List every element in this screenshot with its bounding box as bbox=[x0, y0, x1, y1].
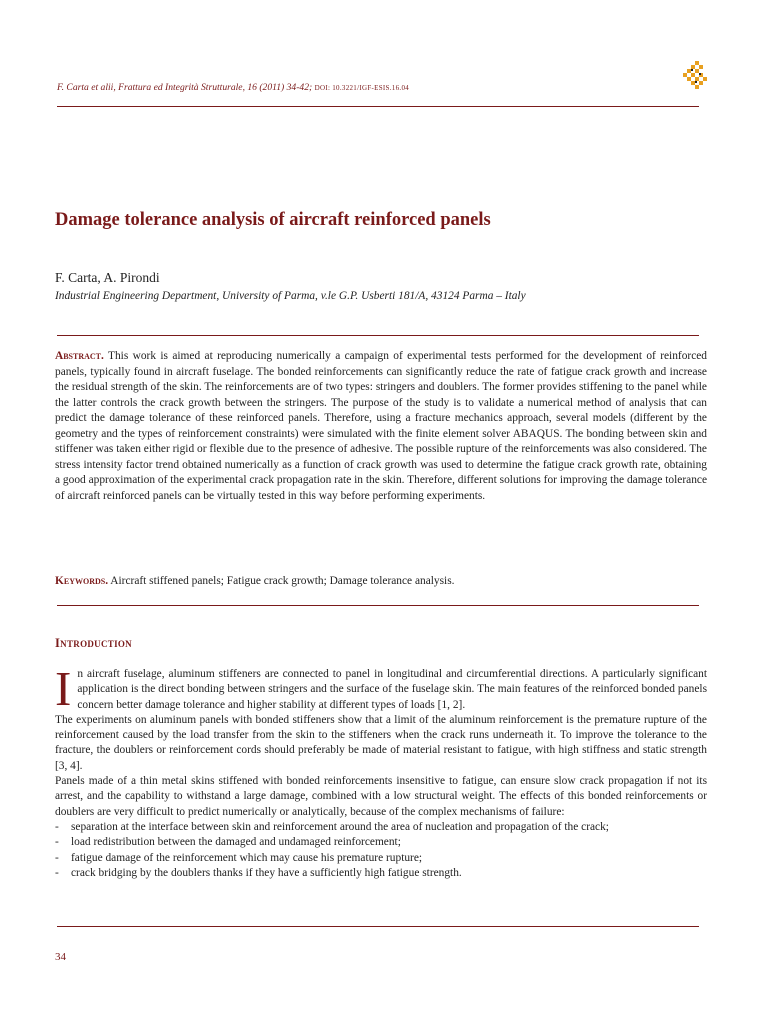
paragraph-text: n aircraft fuselage, aluminum stiffeners are connected to panel in longitudinal and circumferential directions. A particularly significant application is the direct bonding between stringers and the surface of the fuselage skin. The main features of the reinforced bonded panels concern better damage tolerance and higher stability at different types of loads [1, 2]. bbox=[77, 668, 707, 711]
abstract bbox=[55, 349, 707, 504]
list-item-text: separation at the interface between skin and reinforcement around the area of nucleation and propagation of the crack; bbox=[71, 820, 609, 833]
keywords-text: Aircraft stiffened panels; Fatigue crack growth; Damage tolerance analysis. bbox=[110, 575, 455, 587]
abstract-text: This work is aimed at reproducing numerically a campaign of experimental tests performed for the development of reinforced panels, typically found in aircraft fuselage. The bonded reinforcements can significantly reduce the rate of fatigue crack growth and increase the residual strength of the skin. The reinforcements are of two types: stringers and doublers. The former provides stiffening to the panel while the latter controls the crack growth between the stringers. The purpose of the study is to validate a numerical method of analysis that can predict the damage tolerance of these reinforced panels. Therefore, using a fracture mechanics approach, several models (different by the geometry and the types of reinforcement constraints) were simulated with the finite element solver ABAQUS. The bonding between skin and stiffener was taken either rigid or flexible due to the presence of adhesive. The possible rupture of the reinforcements was also considered. The stress intensity factor trend obtained numerically as a function of crack growth was used to determine the fatigue crack growth rate, obtaining a good approximation of the experimental crack propagation rate in the skin. Therefore, different solutions for improving the damage tolerance of aircraft reinforced panels can be virtually tested in this way before performing experiments. bbox=[55, 350, 707, 502]
list-item bbox=[55, 851, 707, 866]
divider-bottom bbox=[57, 605, 699, 606]
abstract-label: Abstract. bbox=[55, 350, 104, 362]
section-heading: Introduction bbox=[55, 636, 132, 650]
list-item-text: fatigue damage of the reinforcement which may cause his premature rupture; bbox=[71, 851, 423, 864]
affiliation: Industrial Engineering Department, University of Parma, v.le G.P. Usberti 181/A, 43124 Parma – Italy bbox=[55, 290, 526, 302]
doi-text: DOI: 10.3221/IGF-ESIS.16.04 bbox=[314, 84, 410, 92]
page-number: 34 bbox=[55, 951, 66, 963]
paragraph: The experiments on aluminum panels with bonded stiffeners show that a limit of the aluminum reinforcement is the premature rupture of the reinforcement caused by the load transfer from the skin to the stiffeners when the crack runs underneath it. To improve the tolerance to the fracture, the doublers or reinforcement cords should preferably be made of material resistant to fatigue, with high stiffness and static strength [3, 4]. bbox=[55, 713, 707, 772]
list-marker: - bbox=[55, 820, 59, 833]
header-rule bbox=[57, 106, 699, 107]
journal-logo-icon bbox=[681, 61, 709, 91]
list-item-text: load redistribution between the damaged and undamaged reinforcement; bbox=[71, 836, 401, 849]
list-item bbox=[55, 866, 707, 881]
list-item bbox=[55, 820, 707, 835]
list-item-text: crack bridging by the doublers thanks if they have a sufficiently high fatigue strength. bbox=[71, 866, 462, 879]
list-marker: - bbox=[55, 836, 59, 849]
introduction-body bbox=[55, 661, 707, 881]
paragraph: Panels made of a thin metal skins stiffened with bonded reinforcements insensitive to fatigue, can ensure slow crack propagation if not its arrest, and the capability to withstand a large damage, combined with a low structural weight. The effects of this bonded reinforcements or doublers are very difficult to predict numerically or analytically, because of the complex mechanisms of failure: bbox=[55, 775, 707, 818]
paper-title: Damage tolerance analysis of aircraft reinforced panels bbox=[55, 210, 491, 230]
list-marker: - bbox=[55, 866, 59, 879]
running-header bbox=[57, 82, 677, 93]
failure-mechanisms-list bbox=[55, 820, 707, 881]
list-item bbox=[55, 835, 707, 850]
paragraph bbox=[55, 661, 707, 716]
keywords bbox=[55, 574, 707, 590]
footer-rule bbox=[57, 926, 699, 927]
citation-text: F. Carta et alii, Frattura ed Integrità Strutturale, 16 (2011) 34-42; bbox=[57, 82, 315, 93]
list-marker: - bbox=[55, 851, 59, 864]
drop-cap: I bbox=[55, 661, 72, 716]
keywords-label: Keywords. bbox=[55, 575, 109, 587]
divider-top bbox=[57, 335, 699, 336]
authors: F. Carta, A. Pirondi bbox=[55, 270, 160, 285]
